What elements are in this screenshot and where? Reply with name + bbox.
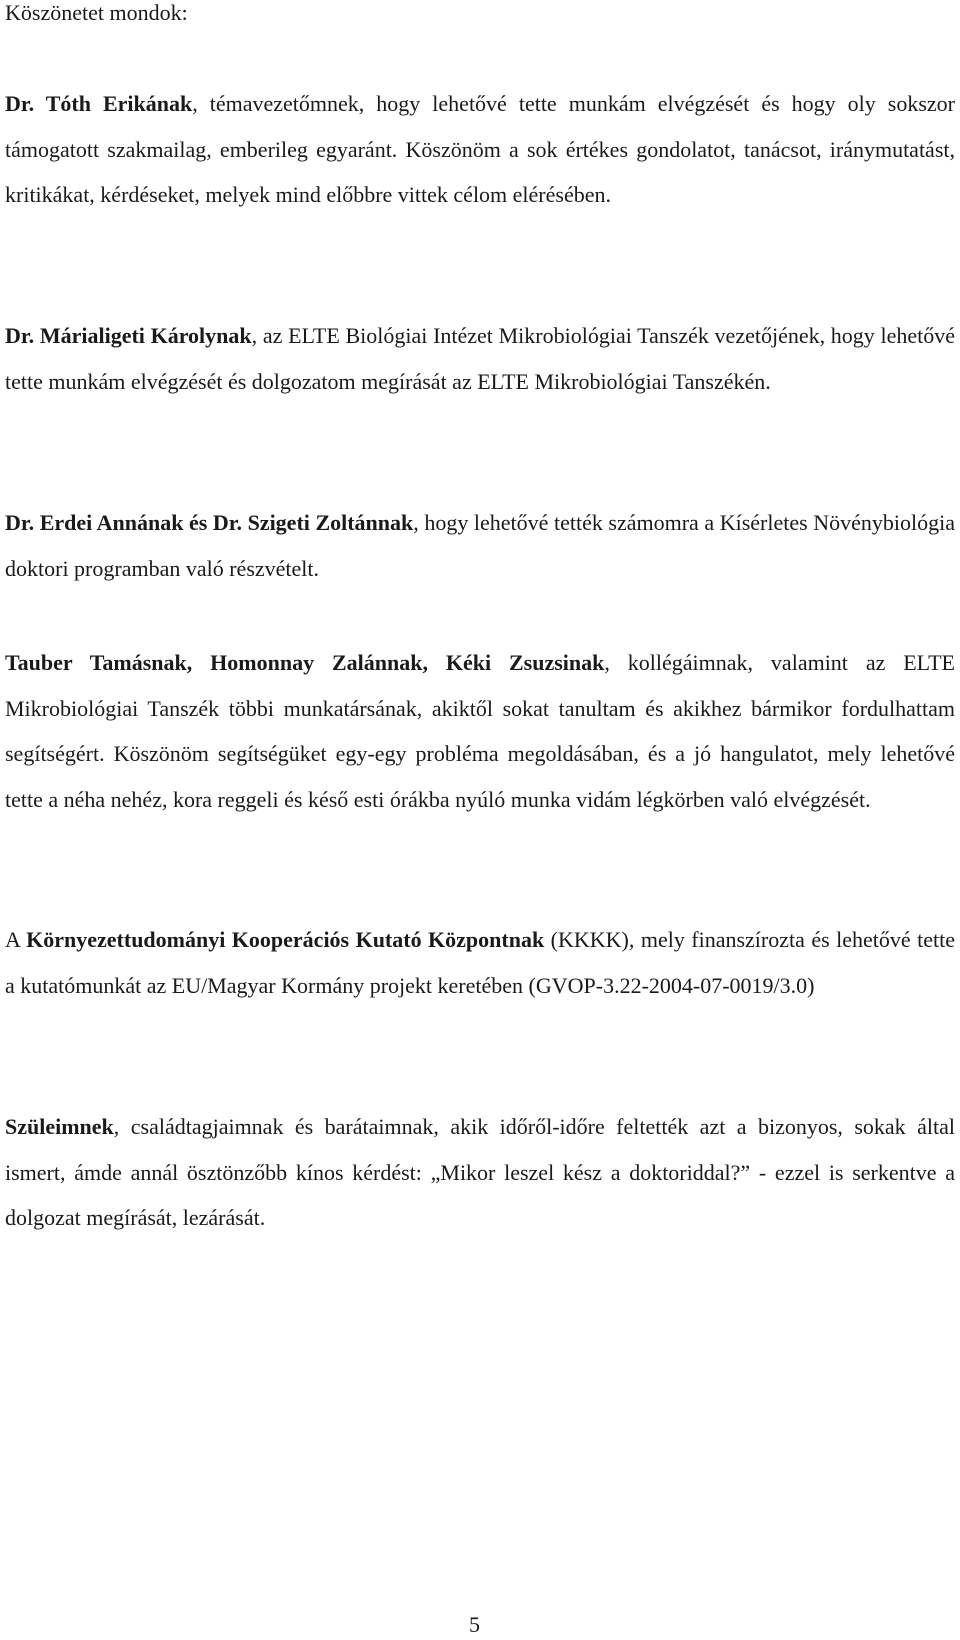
page-heading: Köszönetet mondok: bbox=[5, 0, 188, 25]
acknowledgement-paragraph bbox=[5, 640, 955, 822]
paragraph-text: , hogy lehetővé tették számomra a Kísérletes Növénybiológia doktori programban való részvételt. bbox=[5, 510, 955, 581]
paragraph-text: , témavezetőmnek, hogy lehetővé tette munkám elvégzését és hogy oly sokszor támogatott szakmailag, emberileg egyaránt. Köszönöm a sok értékes gondolatot, tanácsot, iránymutatást, kritikákat, kérdéseket, melyek mind előbbre vittek célom elérésében. bbox=[5, 91, 955, 207]
paragraph-prefix: A bbox=[5, 927, 27, 952]
paragraph-text: , az ELTE Biológiai Intézet Mikrobiológiai Tanszék vezetőjének, hogy lehetővé tette munkám elvégzését és dolgozatom megírását az ELTE Mikrobiológiai Tanszékén. bbox=[5, 323, 956, 394]
acknowledged-name: Dr. Márialigeti Károlynak bbox=[5, 323, 252, 348]
acknowledged-name: Szüleimnek bbox=[5, 1114, 114, 1139]
acknowledgement-paragraph bbox=[5, 313, 955, 404]
paragraph-text: , családtagjaimnak és barátaimnak, akik időről-időre feltették azt a bizonyos, sokak által ismert, ámde annál ösztönzőbb kínos kérdést: „Mikor leszel kész a doktoriddal?” - ezzel is serkentve a dolgozat megírását, lezárását. bbox=[5, 1114, 955, 1230]
acknowledged-name: Környezettudományi Kooperációs Kutató Központnak bbox=[26, 927, 545, 952]
acknowledgement-paragraph bbox=[5, 917, 955, 1008]
acknowledged-name: Dr. Erdei Annának és Dr. Szigeti Zoltánnak bbox=[5, 510, 414, 535]
paragraph-text: , kollégáimnak, valamint az ELTE Mikrobiológiai Tanszék többi munkatársának, akiktől sokat tanultam és akikhez bármikor fordulhattam segítségért. Köszönöm segítségüket egy-egy probléma megoldásában, és a jó hangulatot, mely lehetővé tette a néha nehéz, kora reggeli és késő esti órákba nyúló munka vidám légkörben való elvégzését. bbox=[5, 650, 955, 812]
acknowledgement-paragraph bbox=[5, 1104, 955, 1241]
page-number: 5 bbox=[469, 1612, 480, 1637]
acknowledged-name: Tauber Tamásnak, Homonnay Zalánnak, Kéki Zsuzsinak bbox=[5, 650, 605, 675]
paragraph-text: (KKKK), mely finanszírozta és lehetővé tette a kutatómunkát az EU/Magyar Kormány projekt keretében (GVOP-3.22-2004-07-0019/3.0) bbox=[5, 927, 955, 998]
acknowledgement-paragraph bbox=[5, 81, 955, 218]
acknowledgement-paragraph bbox=[5, 500, 955, 591]
acknowledged-name: Dr. Tóth Erikának bbox=[5, 91, 193, 116]
